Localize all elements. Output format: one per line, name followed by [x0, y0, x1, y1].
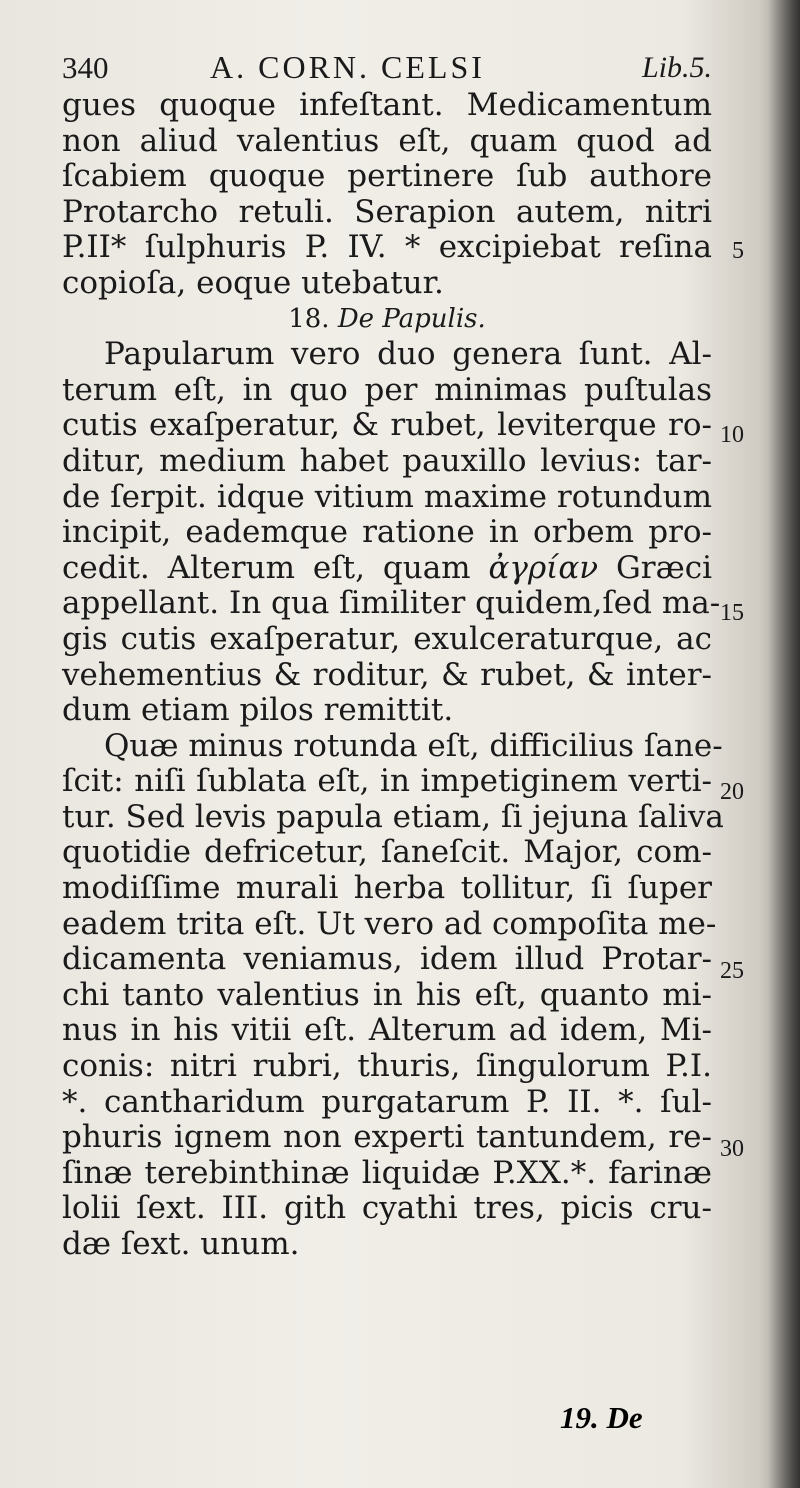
text-line: nus in his vitii eſt. Alterum ad idem, Mi- — [62, 1012, 712, 1049]
text-line: cutis exaſperatur, & rubet, leviterque ro- — [62, 407, 712, 444]
text-line: ſinæ terebinthinæ liquidæ P.XX.*. farinæ — [62, 1154, 712, 1191]
text-line: gues quoque infeſtant. Medicamentum — [62, 87, 712, 123]
paragraph — [62, 336, 744, 729]
text-line: conis: nitri rubri, thuris, ſingulorum P.I. — [62, 1048, 712, 1085]
text-line: modiſſime murali herba tollitur, ſi ſuper — [62, 870, 712, 907]
line-number-marker: 20 — [720, 778, 744, 805]
text-segment: cedit. Alterum eſt, quam — [62, 549, 489, 586]
catchword — [560, 1400, 643, 1436]
text-line: de ſerpit. idque vitium maxime rotundum — [62, 478, 712, 515]
line-number-marker: 10 — [720, 422, 744, 449]
text-line: Quæ minus rotunda eſt, difficilius ſane- — [104, 727, 723, 764]
text-line: terum eſt, in quo per minimas puſtulas — [62, 371, 712, 408]
running-header — [62, 50, 712, 88]
text-line: eadem trita eſt. Ut vero ad compoſita me- — [62, 905, 717, 942]
catchword-text: 19. De — [560, 1400, 643, 1435]
text-line: dæ ſext. unum. — [62, 1226, 300, 1262]
line-number-marker: 30 — [720, 1135, 744, 1162]
text-line: phuris ignem non experti tantundem, re- — [62, 1119, 712, 1156]
text-line: copioſa, eoque utebatur. — [62, 264, 444, 301]
text-line: incipit, eademque ratione in orbem pro- — [62, 514, 712, 551]
continued-paragraph — [62, 87, 744, 302]
line-number-marker: 5 — [732, 238, 744, 264]
chapter-heading — [62, 302, 712, 338]
text-line: ditur, medium habet pauxillo levius: tar- — [62, 442, 712, 479]
text-line: dum etiam pilos remittit. — [62, 692, 454, 729]
text-line: vehementius & roditur, & rubet, & inter- — [62, 656, 712, 693]
text-line: Papularum vero duo genera ſunt. Al- — [104, 336, 712, 373]
text-line: gis cutis exaſperatur, exulceraturque, ac — [62, 620, 712, 657]
page-number: 340 — [62, 50, 109, 85]
paragraph — [62, 727, 744, 1263]
binding-shadow — [768, 0, 800, 1488]
text-line: ſcabiem quoque pertinere ſub authore — [62, 158, 712, 195]
line-number-marker: 15 — [720, 600, 744, 627]
text-line: P.II* ſulphuris P. IV. * excipiebat reſina — [62, 229, 712, 266]
text-line: chi tanto valentius in his eſt, quanto mi- — [62, 976, 712, 1013]
text-line: Protarcho retuli. Serapion autem, nitri — [62, 193, 712, 230]
text-line: non aliud valentius eſt, quam quod ad — [62, 122, 712, 159]
line-number-marker: 25 — [720, 957, 744, 984]
text-segment: Græci — [598, 549, 713, 586]
book-reference: Lib.5. — [641, 51, 712, 84]
book-page — [62, 49, 744, 1263]
text-line: ſcit: niſi ſublata eſt, in impetiginem verti- — [62, 763, 712, 800]
text-line: appellant. In qua ſimiliter quidem,ſed ma- — [62, 585, 721, 622]
text-line: tur. Sed levis papula etiam, ſi jejuna ſaliva — [62, 798, 724, 835]
text-line-with-greek — [62, 551, 712, 587]
text-line: lolii ſext. III. gith cyathi tres, picis cru- — [62, 1190, 712, 1227]
running-title: A. CORN. CELSI — [210, 49, 485, 85]
chapter-number: 18. — [288, 303, 330, 334]
text-line: *. cantharidum purgatarum P. II. *. ſul- — [62, 1083, 712, 1120]
chapter-title: De Papulis. — [337, 303, 486, 334]
text-line: dicamenta veniamus, idem illud Protar- — [62, 941, 712, 978]
greek-word: ἀγρίαν — [488, 549, 599, 586]
text-line: quotidie defricetur, ſaneſcit. Major, com- — [62, 834, 712, 871]
